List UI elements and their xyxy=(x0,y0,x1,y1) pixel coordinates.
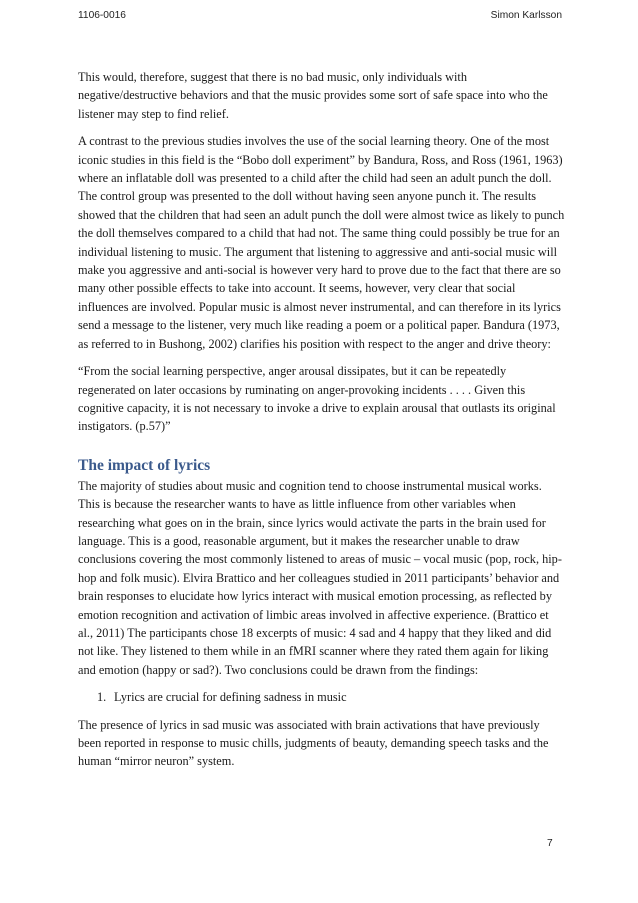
list-item-text: Lyrics are crucial for defining sadness in music xyxy=(114,690,347,705)
block-quote-bandura: “From the social learning perspective, anger arousal dissipates, but it can be repeatedly regenerated on later occasions by ruminating on anger-provoking incidents . . . . Given this cognitive capacity, it is not necessary to invoke a drive to explain arousal that outlasts its original instigators. (p.57)” xyxy=(78,364,556,434)
header-author-name: Simon Karlsson xyxy=(490,10,562,21)
section-heading: The impact of lyrics xyxy=(78,456,211,474)
numbered-list xyxy=(78,688,568,706)
paragraph-social-learning: A contrast to the previous studies involves the use of the social learning theory. One of the most iconic studies in this field is the “Bobo doll experiment” by Bandura, Ross, and Ross (1961, 1963) where an inflatable doll was presented to a child after the child had seen an adult punch the doll. The control group was presented to the doll without having seen anyone punch it. The results showed that the children that had seen an adult punch the doll were almost twice as likely to punch the doll themselves compared to a child that had not. The same thing could possibly be true for an individual listening to music. The argument that listening to aggressive and anti-social music will make you aggressive and anti-social is however very hard to prove due to the fact that there are so many other possible effects to take into account. It seems, however, very clear that social influences are involved. Popular music is almost never instrumental, and can therefore in its lyrics send a message to the listener, very much like reading a poem or a political paper. Bandura (1973, as referred to in Bushong, 2002) clarifies his position with respect to the anger and drive theory: xyxy=(78,134,565,351)
header-document-id: 1106-0016 xyxy=(78,10,126,21)
page-header xyxy=(78,10,562,21)
paragraph-sad-music: The presence of lyrics in sad music was associated with brain activations that have previously been reported in response to music chills, judgments of beauty, demanding speech tasks and the human “mirror neuron” system. xyxy=(78,717,549,769)
document-body xyxy=(78,68,568,780)
paragraph-safe-space: This would, therefore, suggest that there is no bad music, only individuals with negative/destructive behaviors and that the music provides some sort of safe space into who the listener may step to find relief. xyxy=(78,70,548,121)
list-item xyxy=(78,688,568,706)
page-number: 7 xyxy=(547,838,553,849)
paragraph-lyrics-studies: The majority of studies about music and cognition tend to choose instrumental musical works. This is because the researcher wants to have as little influence from other variables when researching what goes on in the brain, since lyrics would activate the parts in the brain used for language. This is a good, reasonable argument, but it makes the researcher unable to draw conclusions covering the most commonly listened to areas of music – vocal music (pop, rock, hip-hop and folk music). Elvira Brattico and her colleagues studied in 2011 participants’ behavior and brain responses to elucidate how lyrics interact with musical emotion processing, as reflected by emotion recognition and activation of limbic areas involved in affective experience. (Brattico et al., 2011) The participants chose 18 excerpts of music: 4 sad and 4 happy that they liked and did not like. They listened to them while in an fMRI scanner where they rated them again for liking and emotion (happy or sad?). Two conclusions could be drawn from the findings: xyxy=(78,478,562,677)
list-item-number: 1. xyxy=(97,690,107,705)
